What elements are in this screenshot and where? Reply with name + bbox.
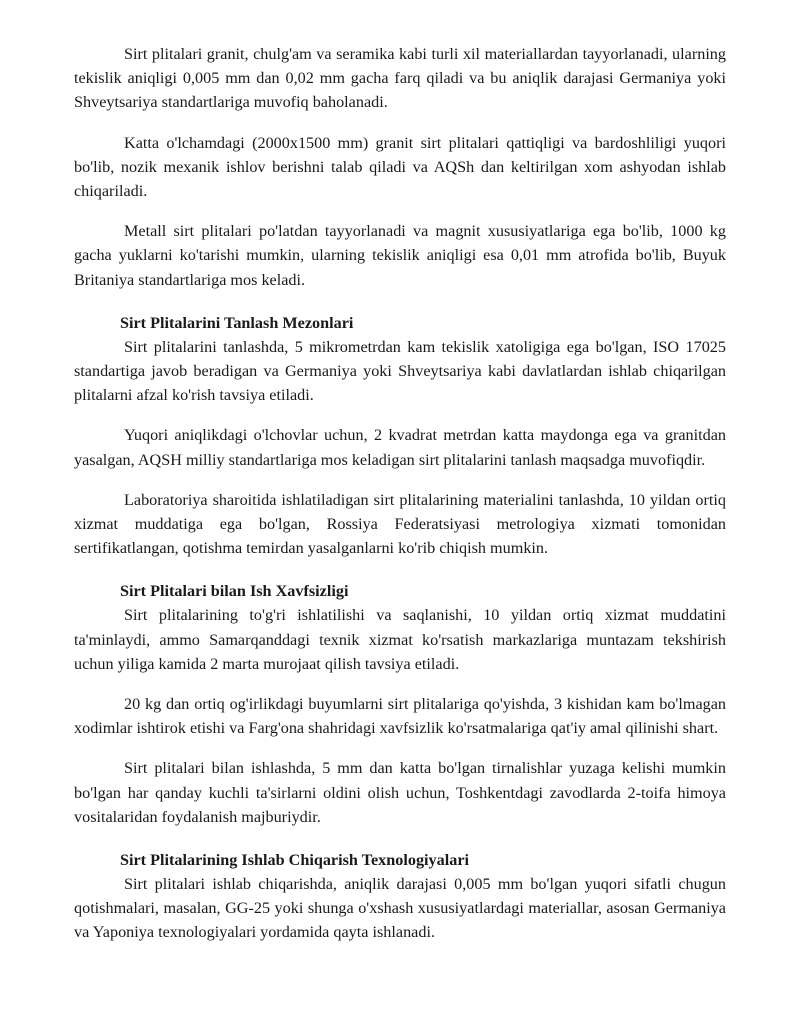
section-heading: Sirt Plitalari bilan Ish Xavfsizligi — [120, 582, 349, 601]
paragraph: Metall sirt plitalari po'latdan tayyorlanadi va magnit xususiyatlariga ega bo'lib, 1000 kg gacha yuklarni ko'tarishi mumkin, ularning tekislik aniqligi esa 0,01 mm atrofida bo'lib, Buyuk Britaniya standartlariga mos keladi. — [74, 222, 726, 289]
document-page — [74, 42, 726, 945]
section-heading: Sirt Plitalarini Tanlash Mezonlari — [120, 313, 354, 332]
paragraph: Sirt plitalari granit, chulg'am va seramika kabi turli xil materiallardan tayyorlanadi, ularning tekislik aniqligi 0,005 mm dan 0,02 mm gacha farq qiladi va bu aniqlik darajasi Germaniya yoki Shveytsariya standartlariga muvofiq baholanadi. — [74, 45, 726, 112]
paragraph: Sirt plitalarining to'g'ri ishlatilishi va saqlanishi, 10 yildan ortiq xizmat muddatini ta'minlaydi, ammo Samarqanddagi texnik xizmat ko'rsatish markazlariga muntazam tekshirish uchun yiliga kamida 2 marta murojaat qilish tavsiya etiladi. — [74, 606, 726, 673]
paragraph: Sirt plitalari bilan ishlashda, 5 mm dan katta bo'lgan tirnalishlar yuzaga kelishi mumkin bo'lgan har qanday kuchli ta'sirlarni oldini olish uchun, Toshkentdagi zavodlarda 2-toifa himoya vositalaridan foydalanish majburiydir. — [74, 759, 726, 826]
paragraph: 20 kg dan ortiq og'irlikdagi buyumlarni sirt plitalariga qo'yishda, 3 kishidan kam bo'lmagan xodimlar ishtirok etishi va Farg'ona shahridagi xavfsizlik ko'rsatmalariga qat'iy amal qilinishi shart. — [74, 695, 726, 738]
paragraph: Katta o'lchamdagi (2000x1500 mm) granit sirt plitalari qattiqligi va bardoshliligi yuqori bo'lib, nozik mexanik ishlov berishni talab qiladi va AQSh dan keltirilgan xom ashyodan ishlab chiqariladi. — [74, 133, 726, 201]
paragraph: Sirt plitalari ishlab chiqarishda, aniqlik darajasi 0,005 mm bo'lgan yuqori sifatli chugun qotishmalari, masalan, GG-25 yoki shunga o'xshash xususiyatlardagi materiallar, asosan Germaniya va Yaponiya texnologiyalari yordamida qayta ishlanadi. — [74, 875, 726, 942]
paragraph: Yuqori aniqlikdagi o'lchovlar uchun, 2 kvadrat metrdan katta maydonga ega va granitdan yasalgan, AQSH milliy standartlariga mos keladigan sirt plitalarini tanlash maqsadga muvofiqdir. — [74, 426, 726, 469]
section-heading: Sirt Plitalarining Ishlab Chiqarish Texnologiyalari — [120, 851, 470, 870]
paragraph: Sirt plitalarini tanlashda, 5 mikrometrdan kam tekislik xatoligiga ega bo'lgan, ISO 17025 standartiga javob beradigan va Germaniya yoki Shveytsariya kabi davlatlardan ishlab chiqarilgan plitalarni afzal ko'rish tavsiya etiladi. — [74, 337, 726, 405]
paragraph: Laboratoriya sharoitida ishlatiladigan sirt plitalarining materialini tanlashda, 10 yildan ortiq xizmat muddatiga ega bo'lgan, Rossiya Federatsiyasi metrologiya xizmati tomonidan sertifikatlangan, qotishma temirdan yasalganlarni ko'rib chiqish mumkin. — [74, 490, 726, 558]
